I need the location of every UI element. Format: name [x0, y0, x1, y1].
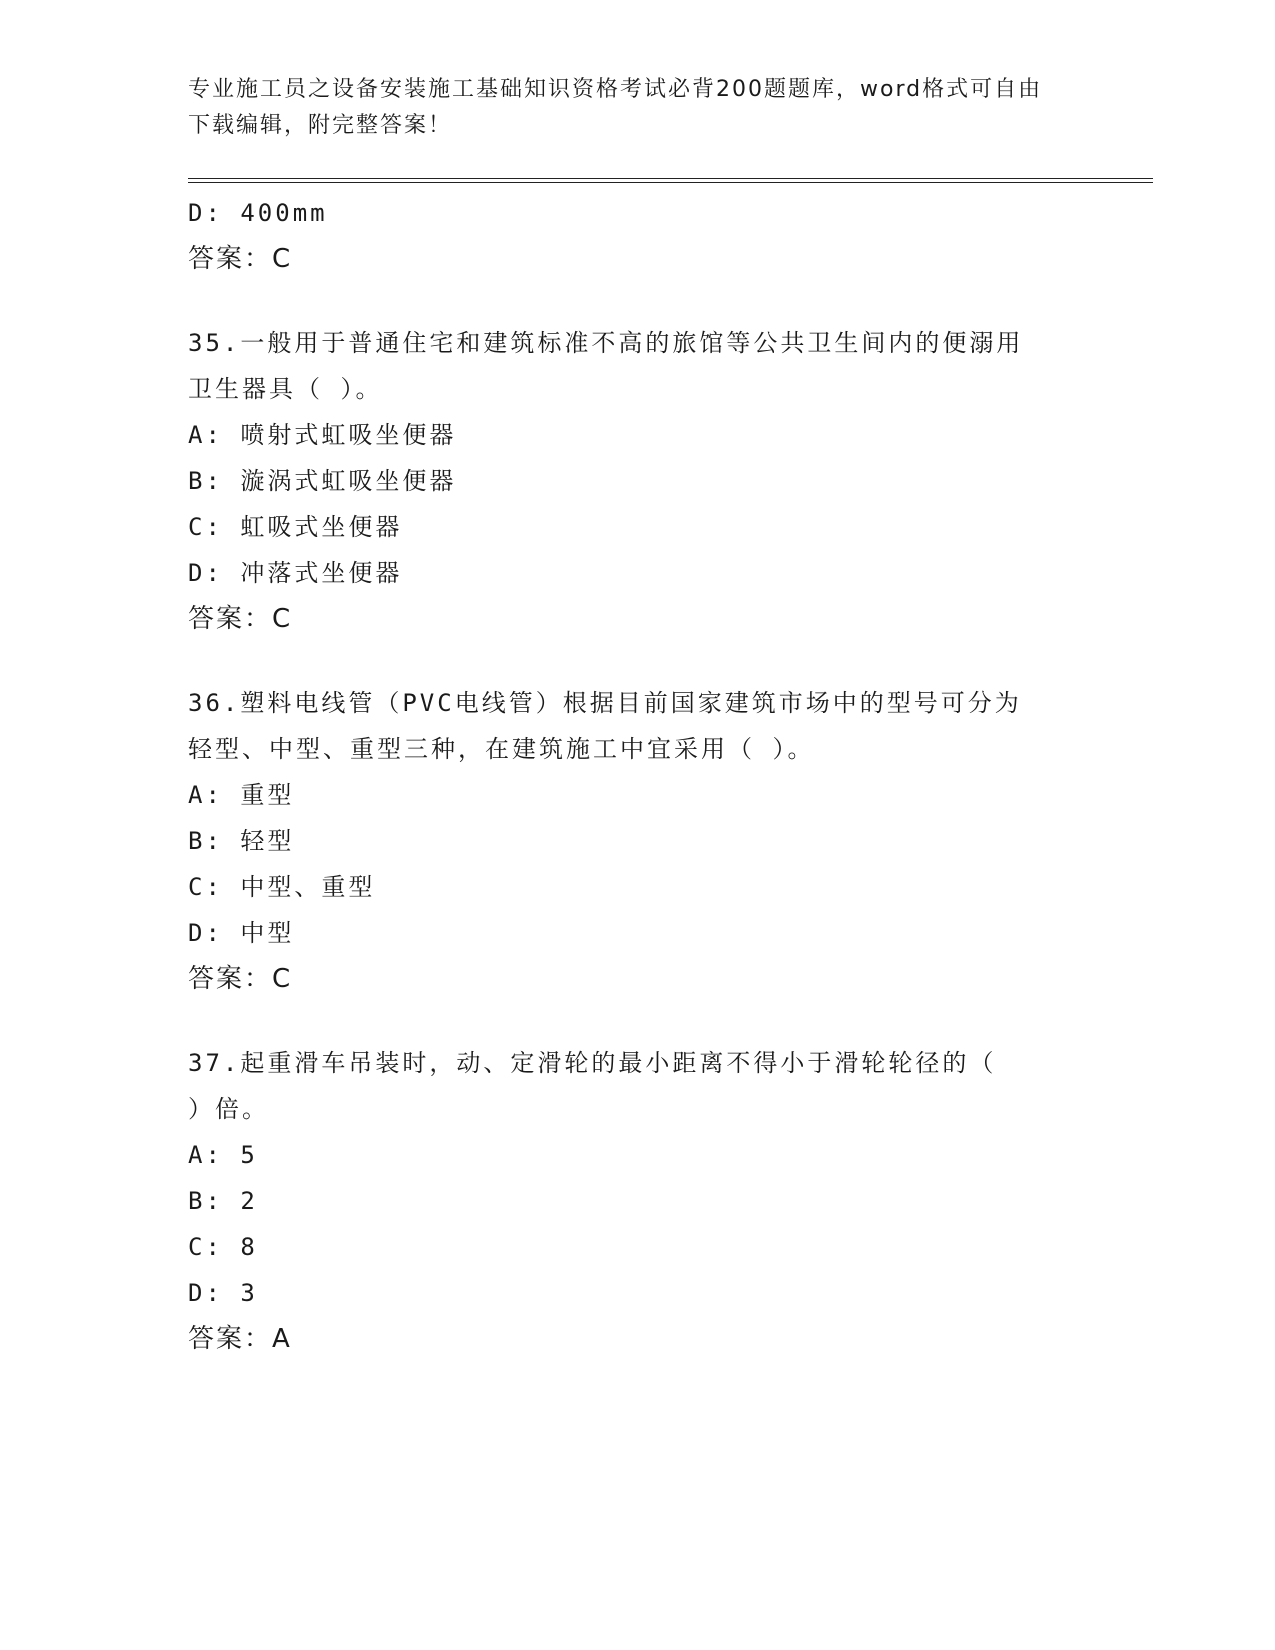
question-stem	[188, 320, 1068, 412]
question-stem-line-2: ）倍。	[188, 1095, 269, 1123]
document-header	[188, 72, 1088, 144]
answer-line: 答案：C	[188, 244, 293, 274]
header-divider-top	[188, 178, 1153, 179]
question-stem	[188, 680, 1068, 772]
question-35	[188, 320, 1088, 642]
header-line-1: 专业施工员之设备安装施工基础知识资格考试必背200题题库，word格式可自由	[188, 77, 1043, 102]
header-line-2: 下载编辑，附完整答案！	[188, 113, 453, 138]
answer-line: 答案：C	[188, 604, 293, 634]
option-d: D: 400mm	[188, 199, 328, 227]
question-stem-line-1: 36.塑料电线管（PVC电线管）根据目前国家建筑市场中的型号可分为	[188, 689, 1022, 717]
option-b: B: 轻型	[188, 827, 295, 855]
header-divider-bottom	[188, 182, 1153, 183]
option-d: D: 冲落式坐便器	[188, 559, 403, 587]
option-c: C: 中型、重型	[188, 873, 376, 901]
option-d: D: 3	[188, 1279, 258, 1307]
question-stem-line-2: 轻型、中型、重型三种，在建筑施工中宜采用（ ）。	[188, 735, 815, 763]
question-stem-line-1: 37.起重滑车吊装时，动、定滑轮的最小距离不得小于滑轮轮径的（	[188, 1049, 997, 1077]
question-stem	[188, 1040, 1068, 1132]
answer-line: 答案：A	[188, 1324, 292, 1354]
question-stem-line-2: 卫生器具（ ）。	[188, 375, 383, 403]
option-c: C: 8	[188, 1233, 258, 1261]
question-37	[188, 1040, 1088, 1362]
option-d: D: 中型	[188, 919, 295, 947]
option-b: B: 2	[188, 1187, 258, 1215]
question-stem-line-1: 35.一般用于普通住宅和建筑标准不高的旅馆等公共卫生间内的便溺用	[188, 329, 1024, 357]
option-a: A: 5	[188, 1141, 258, 1169]
option-a: A: 喷射式虹吸坐便器	[188, 421, 457, 449]
option-b: B: 漩涡式虹吸坐便器	[188, 467, 457, 495]
document-body	[188, 190, 1088, 1362]
answer-line: 答案：C	[188, 964, 293, 994]
question-36	[188, 680, 1088, 1002]
option-a: A: 重型	[188, 781, 295, 809]
previous-question-tail	[188, 190, 1088, 282]
option-c: C: 虹吸式坐便器	[188, 513, 403, 541]
